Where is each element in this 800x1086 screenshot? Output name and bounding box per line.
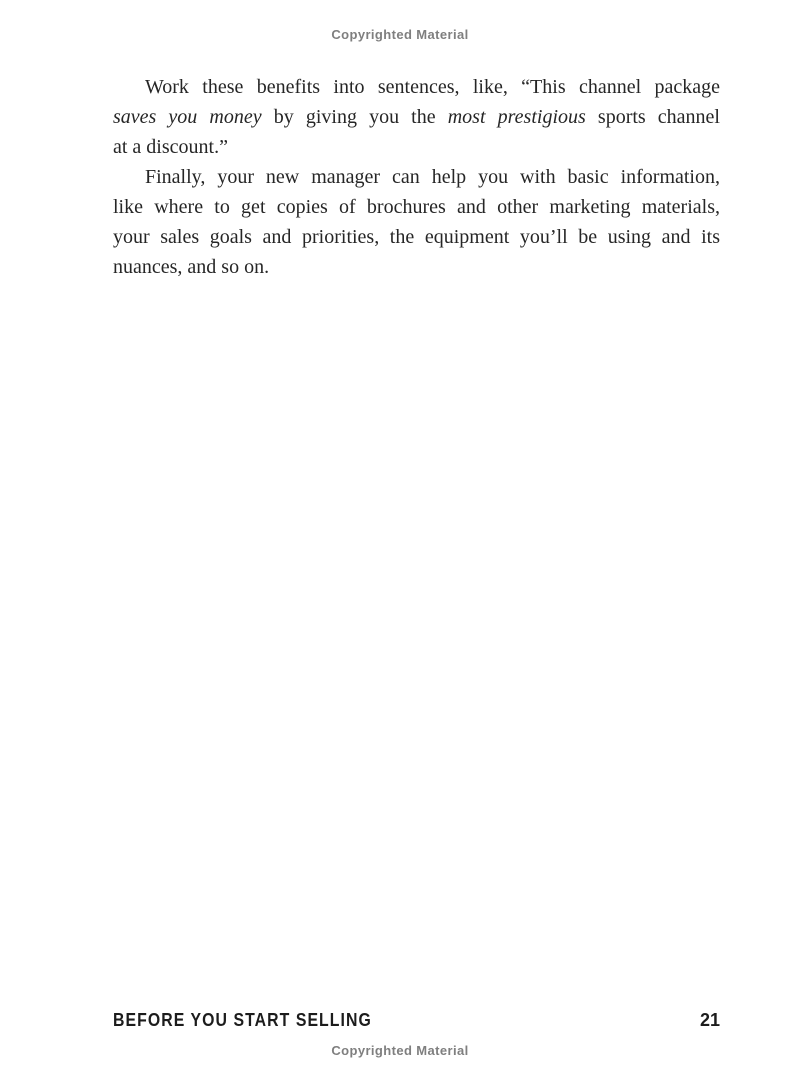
paragraph-1 xyxy=(113,72,720,162)
page-footer xyxy=(113,1010,720,1031)
body-text xyxy=(113,72,720,282)
text-segment: your sales goals and priorities, the equipment you’ll be using and its xyxy=(113,226,720,248)
copyright-notice-top: Copyrighted Material xyxy=(331,27,469,42)
text-segment: nuances, and so on. xyxy=(113,256,270,278)
paragraph-2 xyxy=(113,162,720,282)
running-head: BEFORE YOU START SELLING xyxy=(113,1010,372,1030)
text-segment-italic: most prestigious xyxy=(447,106,598,128)
paragraph-2-line-3 xyxy=(113,222,720,252)
text-segment: by giving you the xyxy=(273,106,448,128)
paragraph-1-line-3 xyxy=(113,132,720,162)
paragraph-2-line-1 xyxy=(113,162,720,192)
paragraph-1-line-1 xyxy=(113,72,720,102)
text-segment: like where to get copies of brochures and other marketing materials, xyxy=(113,196,720,218)
paragraph-2-line-2 xyxy=(113,192,720,222)
text-segment: Finally, your new manager can help you with basic information, xyxy=(145,166,720,188)
paragraph-1-line-2 xyxy=(113,102,720,132)
paragraph-2-line-4 xyxy=(113,252,720,282)
text-segment-italic: saves you money xyxy=(113,106,274,128)
page-number: 21 xyxy=(699,1010,720,1030)
text-segment: sports channel xyxy=(597,106,720,128)
text-segment: Work these benefits into sentences, like, “This channel package xyxy=(145,76,720,98)
copyright-notice-bottom: Copyrighted Material xyxy=(331,1043,469,1058)
text-segment: at a discount.” xyxy=(113,136,228,158)
